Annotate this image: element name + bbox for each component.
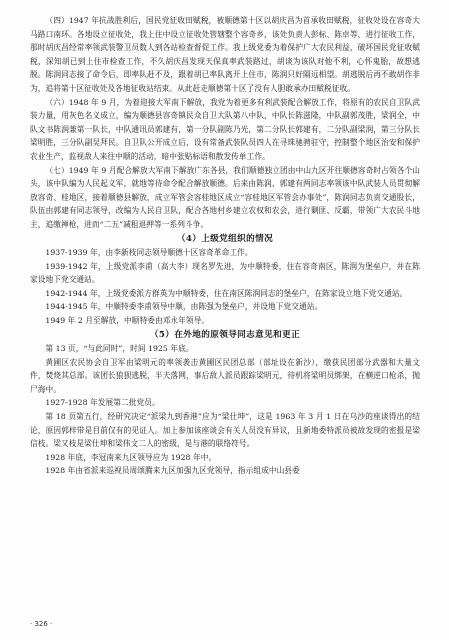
- section-heading-4: （4）上级党组织的情况: [176, 233, 274, 244]
- timeline-1937: 1937-1939 年，由李新枝同志领导顺德十区容奇革命工作。: [45, 248, 253, 257]
- correction-page-13: 第 13 页，“与此同时”，时间 1925 年底。: [45, 344, 194, 354]
- paragraph-6: （六）1948 年 9 月，为着迎接大军南下解放，我党为着更多有利武装配合解放工作，将原有的农民自卫队武装力量，用灰色名义成立，编为顺德县容奇镇民众自卫大队第八中队，中队长陈滋隆，中队副郭茂胜，梁润全，中队文书陈润兼第一队长，中队通讯员郭建有，第一分队副陈乃光，第二分队长郭建有，二分队副梁润，第三分队长梁明胜，三分队副吴拜民。自卫队公开成立后，设有常备武装队员四人在寻珠驰骋驻守，控制整个地区治安和保护农业生产，监视敌人来往中顺的活动，暗中张贴标语和散发传单工作。: [30, 97, 420, 161]
- paragraph-second-batch: 1927-1928 年发展第二批党员。: [45, 398, 160, 408]
- section-heading-5: （5）在外地的原领导同志意见和更正: [149, 329, 301, 340]
- timeline-1944: 1944-1945 年，中顺特委李甫领导中顺，由陈强为堡垒户，并设地下党交通站。: [45, 302, 323, 312]
- correction-page-18: 第 18 页第五行，经研究决定“派梁九到香港”应为“梁仕坤”，这是 1963 年 3 月 1 日在乌沙的座谈得出的结论，原因郭梓带是目前仅有的见证人。加上参加该座谈会有关人员没有异议，且新地委特派员被故发现的密报是梁信枝。梁又枝是梁仕坤和梁伟文二人的密级，是与港的联络符号。: [30, 412, 420, 449]
- paragraph-1928-inspector: 1928 年由省派来巡视员周颂腾来九区加强九区党领导，指示组成中山县委: [45, 466, 300, 476]
- page-number: · 326 ·: [30, 620, 53, 628]
- document-body: [30, 14, 420, 478]
- paragraph-huangpu: 黄圃区农民协会自卫军由梁明元的率领袭击黄圃区民团总部（部址设在新沙），缴获民团部分武器和大量文件，焚烧其总部。该团长狼狈逃脱，半夫落网，事后敌人派员跟踪梁明元，待机将梁明员绑架，在横逆口枪杀，抛尸海中。: [30, 357, 420, 394]
- timeline-1949: 1949 年 2 月至解放，中顺特委由邓永年领导。: [45, 315, 210, 325]
- paragraph-4: （四）1947 年抗战胜利后，国民党征收田赋税，被顺德第十区以胡庆昌为首承收田赋税，征收处设在容奇大马路口南环。各地设立征收处，我上住中设立征收处管辖整个容奇乡，该处负责人彭标、陈卓等，进行征收工作，那时胡庆昌经常率领武装警卫员数人到各站检查督促工作。我上级党委为着保护广大农民利益，破坏国民党征收赋税，深知胡已到上住市检查工作，不久胡庆昌发现天保真率武装路过，胡谈为该队对他不利，心怀鬼胎，故想逃脱。陈润同志接了命令后，即率队赶不及，跟着胡已率队离开上住市，陈润只好隔远相望。胡逃脱后再不敢胡作非为，追将第十区征收处及各地征收站结束。从此赶走顺德第十区了没有人胆敢承办田赋税征收。: [30, 16, 420, 93]
- timeline-1939: 1939-1942 年，上级党派李甫（高大李）现名罗先进，为中顺特委，住在容奇南区，陈润为堡垒户，并在陈家设地下党交通站。: [30, 261, 420, 285]
- correction-1928-end: 1928 年底，李冠南来九区领导应为 1928 年中。: [45, 452, 217, 462]
- paragraph-7: （七）1949 年 9 月配合解放大军南下解放广东各县，我们顺德独立团由中山九区开往顺德容奇时占领各个山头，该中队编为人民起义军，就地等待命令配合解放顺德。后来由陈润、郭建有两同志率领该中队武装人员贯彻解放容奇、桂地区，接着顺德县解放，成立军管会容桂地区成立“容桂地区军管会办事处”，陈润同志负责交通股长，队伍由郭建有同志领导，改编为人民自卫队，配合各地村乡建立农权和农会，进行剿匪、反霸，带领广大农民斗地主，追缴禅枪，进而“二五”减租退押等一系列斗争。: [30, 165, 420, 229]
- timeline-1942: 1942-1944 年，上级党委派方群英为中顺特委，住在南区陈润同志的堡垒户，在陈家设立地下党交通站。: [45, 288, 408, 298]
